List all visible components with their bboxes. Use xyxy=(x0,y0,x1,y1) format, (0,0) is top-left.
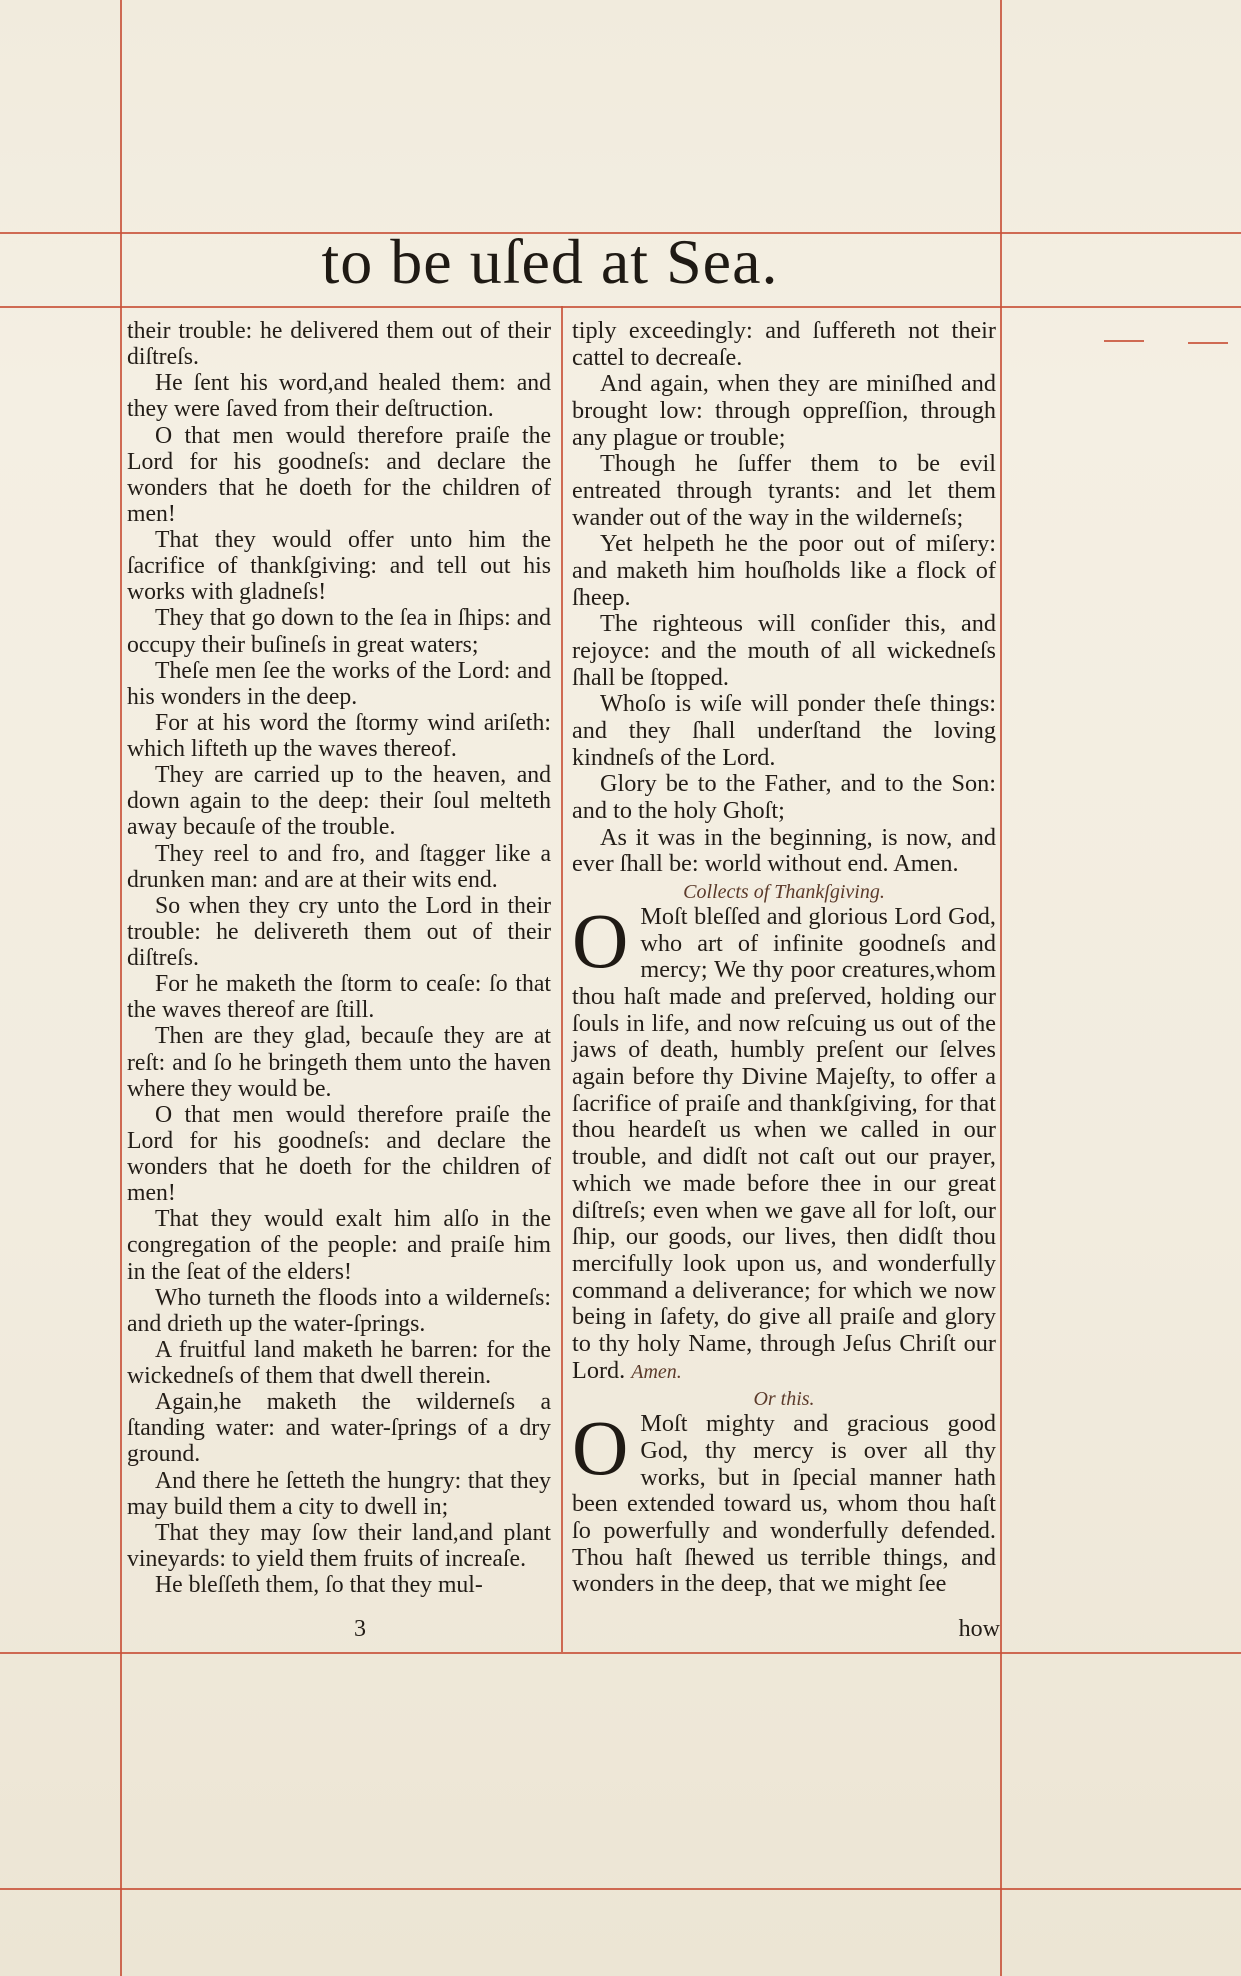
left-column-verse: A fruitful land maketh he barren: for the wickedneſs of them that dwell therein. xyxy=(127,1336,551,1389)
left-column-verse: Theſe men ſee the works of the Lord: and his wonders in the deep. xyxy=(127,657,551,710)
left-column-verse: They are carried up to the heaven, and down again to the deep: their ſoul melteth away becauſe of the trouble. xyxy=(127,762,551,841)
rule-footer-horizontal xyxy=(0,1888,1241,1890)
right-column-verse: As it was in the beginning, is now, and ever ſhall be: world without end. Amen. xyxy=(572,823,996,878)
dropcap-2: O xyxy=(572,1404,629,1492)
right-column-verse: And again, when they are miniſhed and brought low: through oppreſſion, through any plague or trouble; xyxy=(572,370,996,451)
left-column-verse: For at his word the ſtormy wind ariſeth: which lifteth up the waves thereof. xyxy=(127,709,551,762)
left-column xyxy=(127,318,551,1598)
collect-1 xyxy=(572,897,996,1385)
catchword: how xyxy=(958,1616,1000,1642)
rule-margin-mark-1 xyxy=(1104,340,1144,342)
collects-heading: Collects of Thankſgiving. xyxy=(683,881,885,904)
left-column-verse: That they would offer unto him the ſacrifice of thankſgiving: and tell out his works with gladneſs! xyxy=(127,527,551,606)
left-column-verse: Again,he maketh the wilderneſs a ſtanding water: and water-ſprings of a dry ground. xyxy=(127,1389,551,1468)
right-column-verse: Glory be to the Father, and to the Son: and to the holy Ghoſt; xyxy=(572,770,996,825)
left-column-verse: their trouble: he delivered them out of their diſtreſs. xyxy=(127,318,551,371)
left-column-verse: That they may ſow their land,and plant vineyards: to yield them fruits of increaſe. xyxy=(127,1519,551,1572)
right-column-verse: Whoſo is wiſe will ponder theſe things: and they ſhall underſtand the loving kindneſs of the Lord. xyxy=(572,690,996,771)
right-column-verses xyxy=(572,318,996,878)
left-column-verse: They that go down to the ſea in ſhips: and occupy their buſineſs in great waters; xyxy=(127,605,551,658)
right-column-verse: Though he ſuffer them to be evil entreated through tyrants: and let them wander out of the way in the wilderneſs; xyxy=(572,450,996,531)
left-column-verse: They reel to and fro, and ſtagger like a drunken man: and are at their wits end. xyxy=(127,840,551,893)
left-column-verse: For he maketh the ſtorm to ceaſe: ſo that the waves thereof are ſtill. xyxy=(127,971,551,1024)
rule-left-vertical xyxy=(120,0,122,1976)
collect-1-amen: Amen. xyxy=(631,1360,682,1383)
left-column-verse: He ſent his word,and healed them: and they were ſaved from their deſtruction. xyxy=(127,370,551,423)
rule-margin-mark-2 xyxy=(1188,342,1228,344)
right-column xyxy=(572,318,996,1598)
left-column-verse: O that men would therefore praiſe the Lord for his goodneſs: and declare the wonders that he doeth for the children of men! xyxy=(127,1101,551,1207)
left-column-verse: He bleſſeth them, ſo that they mul- xyxy=(155,1572,483,1598)
collect-1-text: Moſt bleſſed and glorious Lord God, who art of infinite goodneſs and mercy; We thy poor creatures,whom thou haſt made and preſerved, holding our ſouls in life, and now reſcuing us out of the jaws of death, humbly preſent our ſelves again before thy Divine Majeſty, to offer a ſacrifice of praiſe and thankſgiving, for that thou heardeſt us when we called in our trouble, and didſt not caſt out our prayer, which we made before thee in our great diſtreſs; even when we gave all for loſt, our ſhip, our goods, our lives, then didſt thou mercifully look upon us, and wonderfully command a deliverance; for which we now being in ſafety, do give all praiſe and glory to thy holy Name, through Jeſus Chriſt our Lord. xyxy=(572,903,996,1384)
left-column-verse: So when they cry unto the Lord in their trouble: he delivereth them out of their diſtreſs. xyxy=(127,892,551,971)
left-column-verse: And there he ſetteth the hungry: that they may build them a city to dwell in; xyxy=(127,1467,551,1520)
rule-center-vertical xyxy=(561,306,563,1652)
right-column-verse: tiply exceedingly: and ſuffereth not their cattel to decreaſe. xyxy=(572,317,996,371)
page-number: 3 xyxy=(354,1616,366,1642)
left-column-verse: That they would exalt him alſo in the congregation of the people: and praiſe him in the ſeat of the elders! xyxy=(127,1206,551,1285)
collect-2 xyxy=(572,1404,996,1598)
or-this-heading: Or this. xyxy=(753,1388,815,1411)
collect-2-text: Moſt mighty and gracious good God, thy mercy is over all thy works, but in ſpecial manner hath been extended toward us, whom thou haſt ſo powerfully and wonderfully defended. Thou haſt ſhewed us terrible things, and wonders in the deep, that we might ſee xyxy=(572,1410,996,1598)
rule-header-horizontal xyxy=(0,306,1241,308)
left-column-verse: Then are they glad, becauſe they are at reſt: and ſo he bringeth them unto the haven where they would be. xyxy=(127,1023,551,1102)
right-column-verse: Yet helpeth he the poor out of miſery: and maketh him houſholds like a flock of ſheep. xyxy=(572,530,996,611)
page-title: to be uſed at Sea. xyxy=(321,226,779,297)
rule-right-vertical xyxy=(1000,0,1002,1976)
left-column-verse: O that men would therefore praiſe the Lord for his goodneſs: and declare the wonders that he doeth for the children of men! xyxy=(127,422,551,527)
dropcap-1: O xyxy=(572,897,629,985)
rule-bottom-horizontal xyxy=(0,1652,1241,1654)
right-column-verse: The righteous will conſider this, and rejoyce: and the mouth of all wickedneſs ſhall be ſtopped. xyxy=(572,610,996,691)
left-column-verse: Who turneth the floods into a wilderneſs: and drieth up the water-ſprings. xyxy=(127,1284,551,1337)
